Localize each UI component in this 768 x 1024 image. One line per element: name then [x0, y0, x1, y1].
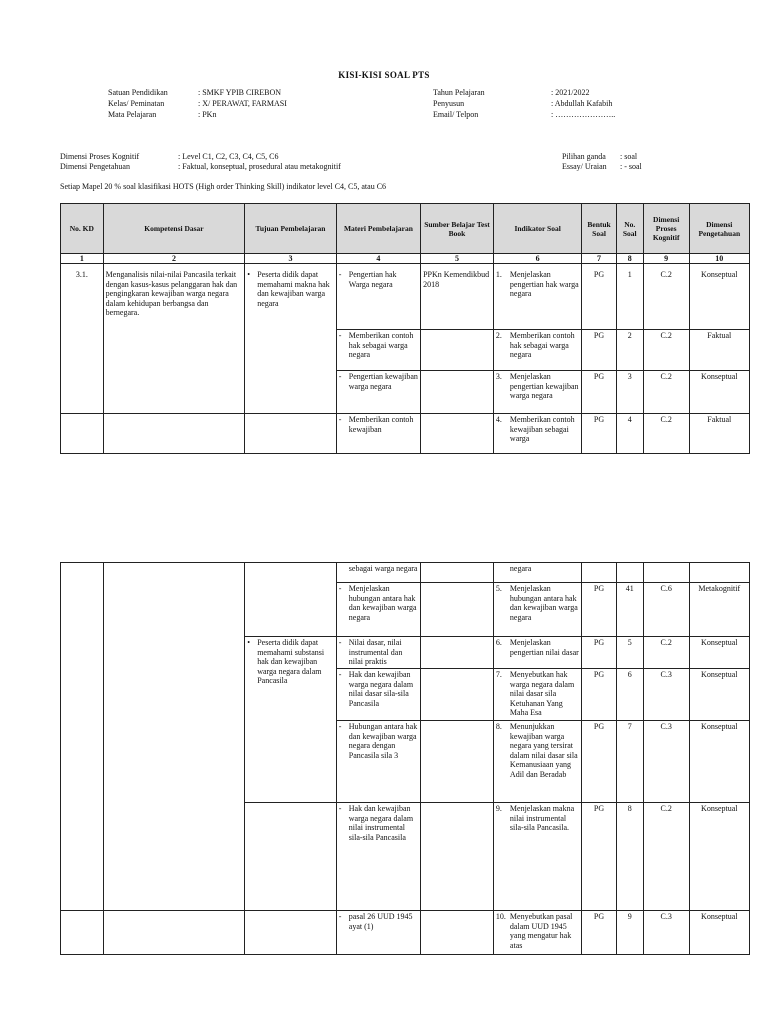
- tujuan-cell-1: • Peserta didik dapat memahami makna hak dan kewajiban warga negara: [245, 264, 337, 414]
- materi-cell: - Hubungan antara hak dan kewajiban warga negara dengan Pancasila sila 3: [336, 721, 420, 803]
- no-soal-cell: 2: [616, 330, 643, 371]
- header-materi: Materi Pembelajaran: [336, 204, 420, 254]
- sumber-cell-empty: [421, 669, 494, 721]
- materi-cell: - Hak dan kewajiban warga negara dalam nilai instrumental sila-sila Pancasila: [336, 803, 420, 911]
- info-label-mapel: Mata Pelajaran: [108, 110, 157, 119]
- kd-text-empty: [103, 414, 245, 454]
- materi-cell: - Menjelaskan hubungan antara hak dan kewajiban warga negara: [336, 583, 420, 637]
- header-no-kd: No. KD: [61, 204, 104, 254]
- dp-cell: Metakognitif: [689, 583, 749, 637]
- kd-number-empty: [61, 911, 104, 955]
- indikator-text: negara: [509, 564, 532, 573]
- indikator-cell: [493, 803, 581, 911]
- indikator-text: Menjelaskan pengertian kewajiban warga negara: [509, 372, 579, 401]
- header-tujuan: Tujuan Pembelajaran: [245, 204, 337, 254]
- indikator-number: 6.: [495, 638, 502, 647]
- bentuk-cell: PG: [582, 414, 616, 454]
- indikator-text: Memberikan contoh hak sebagai warga negara: [509, 331, 575, 360]
- col-number: 6: [493, 254, 581, 264]
- materi-text: Hak dan kewajiban warga negara dalam nilai dasar sila-sila Pancasila: [348, 670, 414, 708]
- bentuk-cell: PG: [582, 721, 616, 803]
- tujuan-empty: [245, 414, 337, 454]
- indikator-text: Menyebutkan hak warga negara dalam nilai dasar sila Ketuhanan Yang Maha Esa: [509, 670, 575, 718]
- dimensi-value-pengetahuan: : Faktual, konseptual, prosedural atau metakognitif: [178, 162, 341, 171]
- no-soal-cell: 3: [616, 371, 643, 414]
- col-number: 8: [616, 254, 643, 264]
- kisi-kisi-table-page2: [60, 562, 750, 955]
- indikator-cell: [493, 721, 581, 803]
- sumber-cell: PPKn Kemendikbud 2018: [421, 264, 494, 330]
- kd-text: Menganalisis nilai-nilai Pancasila terkait dengan kasus-kasus pelanggaran hak dan pengingkaran kewajiban warga negara dalam kehidupan berbangsa dan bernegara.: [103, 264, 245, 414]
- bentuk-cell: PG: [582, 911, 616, 955]
- header-dimensi-proses: Dimensi Proses Kognitif: [643, 204, 689, 254]
- sumber-cell-empty: [421, 563, 494, 583]
- no-soal-cell: 7: [616, 721, 643, 803]
- header-no-soal: No. Soal: [616, 204, 643, 254]
- jenis-label-pg: Pilihan ganda: [562, 152, 606, 161]
- materi-text: pasal 26 UUD 1945 ayat (1): [348, 912, 413, 931]
- materi-cell: - Memberikan contoh kewajiban: [336, 414, 420, 454]
- jenis-value-pg: : soal: [620, 152, 638, 161]
- no-soal-cell: 1: [616, 264, 643, 330]
- materi-text: Hubungan antara hak dan kewajiban warga negara dengan Pancasila sila 3: [348, 722, 418, 760]
- header-sumber: Sumber Belajar Test Book: [421, 204, 494, 254]
- kd-text-empty: [103, 911, 245, 955]
- indikator-text: Menjelaskan pengertian nilai dasar: [509, 638, 579, 657]
- bentuk-cell-empty: [582, 563, 616, 583]
- dimensi-label-kognitif: Dimensi Proses Kognitif: [60, 152, 140, 161]
- bentuk-cell: PG: [582, 330, 616, 371]
- dp-cell: Konseptual: [689, 669, 749, 721]
- hots-note: Setiap Mapel 20 % soal klasifikasi HOTS (High order Thinking Skill) indikator level C4, C5, atau C6: [60, 182, 387, 191]
- bentuk-cell: PG: [582, 264, 616, 330]
- dp-cell: Konseptual: [689, 264, 749, 330]
- materi-cell: [336, 563, 420, 583]
- dpk-cell: C.2: [643, 414, 689, 454]
- header-indikator: Indikator Soal: [493, 204, 581, 254]
- tujuan-text-2: Peserta didik dapat memahami substansi hak dan kewajiban warga negara dalam Pancasila: [257, 638, 325, 686]
- no-soal-cell-empty: [616, 563, 643, 583]
- dp-cell: Konseptual: [689, 637, 749, 669]
- info-value-satuan: : SMKF YPIB CIREBON: [198, 88, 282, 97]
- materi-cell: - Memberikan contoh hak sebagai warga negara: [336, 330, 420, 371]
- jenis-value-essay: : - soal: [620, 162, 642, 171]
- materi-cell: - Pengertian kewajiban warga negara: [336, 371, 420, 414]
- sumber-cell-empty: [421, 371, 494, 414]
- table-row: [61, 264, 750, 330]
- info-label-tahun: Tahun Pelajaran: [433, 88, 485, 97]
- kd-number: 3.1.: [61, 264, 104, 414]
- info-value-kelas: : X/ PERAWAT, FARMASI: [198, 99, 287, 108]
- dp-cell: Konseptual: [689, 721, 749, 803]
- tujuan-empty: [245, 911, 337, 955]
- col-number: 10: [689, 254, 749, 264]
- dimensi-label-pengetahuan: Dimensi Pengetahuan: [60, 162, 130, 171]
- materi-text: Pengertian hak Warga negara: [348, 270, 397, 289]
- info-value-tahun: : 2021/2022: [551, 88, 590, 97]
- indikator-number: 5.: [495, 584, 502, 593]
- tujuan-cell-2: • Peserta didik dapat memahami substansi hak dan kewajiban warga negara dalam Pancasila: [245, 637, 337, 803]
- info-value-email: : …………………..: [551, 110, 616, 119]
- sumber-cell-empty: [421, 637, 494, 669]
- bentuk-cell: PG: [582, 803, 616, 911]
- jenis-label-essay: Essay/ Uraian: [562, 162, 607, 171]
- col-number: 3: [245, 254, 337, 264]
- indikator-number: 9.: [495, 804, 502, 813]
- table-row: [61, 414, 750, 454]
- materi-text: Memberikan contoh hak sebagai warga negara: [348, 331, 414, 360]
- no-soal-cell: 6: [616, 669, 643, 721]
- materi-text: Hak dan kewajiban warga negara dalam nilai instrumental sila-sila Pancasila: [348, 804, 414, 842]
- materi-text: Menjelaskan hubungan antara hak dan kewajiban warga negara: [348, 584, 417, 622]
- materi-cell: - Nilai dasar, nilai instrumental dan nilai praktis: [336, 637, 420, 669]
- dpk-cell: C.3: [643, 721, 689, 803]
- table-row: [61, 563, 750, 583]
- indikator-text: Menjelaskan pengertian hak warga negara: [509, 270, 579, 299]
- dpk-cell: C.3: [643, 911, 689, 955]
- page-break: [0, 456, 768, 562]
- no-soal-cell: 8: [616, 803, 643, 911]
- indikator-cell: [493, 414, 581, 454]
- dpk-cell-empty: [643, 563, 689, 583]
- sumber-cell-empty: [421, 911, 494, 955]
- dp-cell: Konseptual: [689, 371, 749, 414]
- dpk-cell: C.2: [643, 371, 689, 414]
- sumber-cell-empty: [421, 330, 494, 371]
- info-label-kelas: Kelas/ Peminatan: [108, 99, 165, 108]
- no-soal-cell: 9: [616, 911, 643, 955]
- tujuan-empty: [245, 803, 337, 911]
- indikator-text: Menyebutkan pasal dalam UUD 1945 yang mengatur hak atas: [509, 912, 573, 950]
- dpk-cell: C.2: [643, 264, 689, 330]
- table-number-row: [61, 254, 750, 264]
- tujuan-empty: [245, 563, 337, 637]
- info-value-penyusun: : Abdullah Kafabih: [551, 99, 613, 108]
- kd-number-empty: [61, 563, 104, 911]
- indikator-number: 10.: [495, 912, 506, 921]
- dp-cell: Faktual: [689, 330, 749, 371]
- no-soal-cell: 5: [616, 637, 643, 669]
- no-soal-cell: 41: [616, 583, 643, 637]
- col-number: 1: [61, 254, 104, 264]
- dp-cell: Konseptual: [689, 803, 749, 911]
- indikator-cell: [493, 637, 581, 669]
- indikator-cell: [493, 583, 581, 637]
- kisi-kisi-table-page1: [60, 203, 750, 454]
- indikator-cell: [493, 330, 581, 371]
- bentuk-cell: PG: [582, 637, 616, 669]
- kd-number-empty: [61, 414, 104, 454]
- dpk-cell: C.6: [643, 583, 689, 637]
- materi-text: Memberikan contoh kewajiban: [348, 415, 414, 434]
- materi-text: Nilai dasar, nilai instrumental dan nilai praktis: [348, 638, 403, 667]
- sumber-cell-empty: [421, 414, 494, 454]
- materi-cell: - pasal 26 UUD 1945 ayat (1): [336, 911, 420, 955]
- dp-cell: Konseptual: [689, 911, 749, 955]
- col-number: 2: [103, 254, 245, 264]
- sumber-cell-empty: [421, 721, 494, 803]
- materi-text: sebagai warga negara: [348, 564, 418, 573]
- indikator-number: 2.: [495, 331, 502, 340]
- indikator-cell: [493, 371, 581, 414]
- dp-cell-empty: [689, 563, 749, 583]
- header-dimensi-pengetahuan: Dimensi Pengetahuan: [689, 204, 749, 254]
- col-number: 7: [582, 254, 616, 264]
- indikator-number: 8.: [495, 722, 502, 731]
- sumber-cell-empty: [421, 583, 494, 637]
- header-bentuk: Bentuk Soal: [582, 204, 616, 254]
- indikator-cell: [493, 563, 581, 583]
- dpk-cell: C.2: [643, 637, 689, 669]
- indikator-text: Menunjukkan kewajiban warga negara yang tersirat dalam nilai dasar sila Kemanusiaan yang Adil dan Beradab: [509, 722, 578, 779]
- info-value-mapel: : PKn: [198, 110, 217, 119]
- indikator-number: 7.: [495, 670, 502, 679]
- table-header-row: [61, 204, 750, 254]
- indikator-number: 3.: [495, 372, 502, 381]
- indikator-number: 1.: [495, 270, 502, 279]
- col-number: 4: [336, 254, 420, 264]
- info-label-penyusun: Penyusun: [433, 99, 465, 108]
- indikator-cell: [493, 911, 581, 955]
- table-row: [61, 911, 750, 955]
- indikator-text: Menjelaskan hubungan antara hak dan kewajiban warga negara: [509, 584, 578, 622]
- materi-cell: - Hak dan kewajiban warga negara dalam nilai dasar sila-sila Pancasila: [336, 669, 420, 721]
- col-number: 9: [643, 254, 689, 264]
- bentuk-cell: PG: [582, 669, 616, 721]
- indikator-number: 4.: [495, 415, 502, 424]
- bentuk-cell: PG: [582, 371, 616, 414]
- indikator-cell: [493, 669, 581, 721]
- tujuan-text-1: Peserta didik dapat memahami makna hak dan kewajiban warga negara: [257, 270, 330, 308]
- dp-cell: Faktual: [689, 414, 749, 454]
- dimensi-value-kognitif: : Level C1, C2, C3, C4, C5, C6: [178, 152, 279, 161]
- sumber-cell-empty: [421, 803, 494, 911]
- indikator-cell: [493, 264, 581, 330]
- dpk-cell: C.3: [643, 669, 689, 721]
- kd-text-empty: [103, 563, 245, 911]
- col-number: 5: [421, 254, 494, 264]
- materi-text: Pengertian kewajiban warga negara: [348, 372, 418, 391]
- document-title: KISI-KISI SOAL PTS: [338, 70, 430, 80]
- no-soal-cell: 4: [616, 414, 643, 454]
- bentuk-cell: PG: [582, 583, 616, 637]
- indikator-text: Memberikan contoh kewajiban sebagai warga: [509, 415, 575, 444]
- info-label-email: Email/ Telpon: [433, 110, 479, 119]
- dpk-cell: C.2: [643, 330, 689, 371]
- info-label-satuan: Satuan Pendidikan: [108, 88, 168, 97]
- materi-cell: - Pengertian hak Warga negara: [336, 264, 420, 330]
- header-kompetensi-dasar: Kompetensi Dasar: [103, 204, 245, 254]
- dpk-cell: C.2: [643, 803, 689, 911]
- indikator-text: Menjelaskan makna nilai instrumental sila-sila Pancasila.: [509, 804, 575, 833]
